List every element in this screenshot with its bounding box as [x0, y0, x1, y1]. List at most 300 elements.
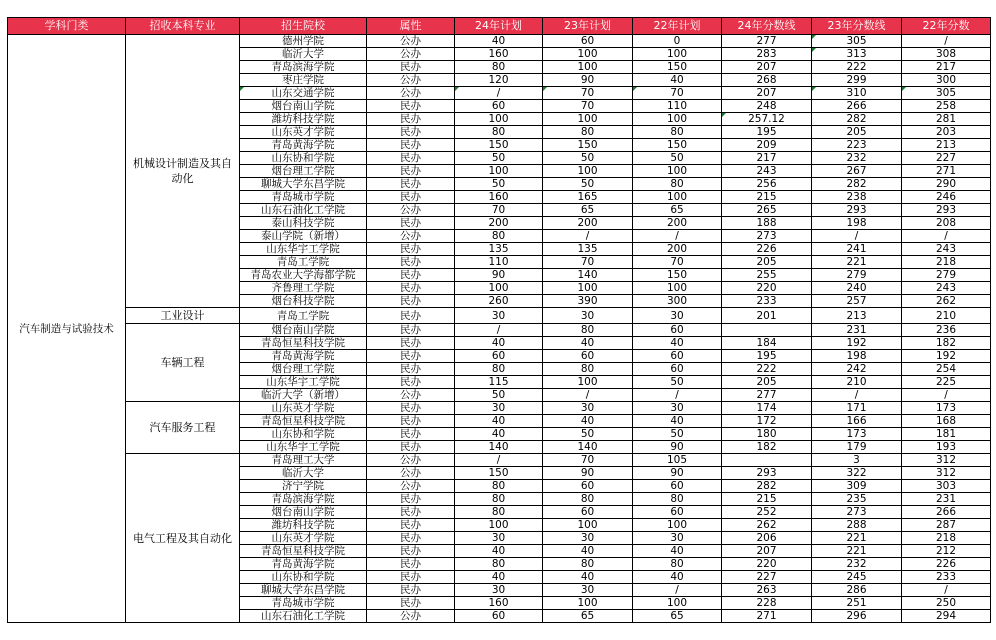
score-23-cell[interactable]: 232 [812, 152, 902, 165]
type-cell[interactable]: 公办 [367, 389, 455, 402]
school-cell[interactable]: 枣庄学院 [240, 74, 367, 87]
header-school[interactable]: 招生院校 [240, 18, 367, 35]
score-22-cell[interactable]: 168 [902, 415, 991, 428]
major-cell[interactable]: 机械设计制造及其自动化 [126, 35, 240, 308]
score-22-cell[interactable]: / [902, 389, 991, 402]
plan-24-cell[interactable]: 80 [455, 363, 543, 376]
plan-23-cell[interactable]: 70 [543, 454, 633, 467]
score-24-cell[interactable]: 217 [722, 152, 812, 165]
school-cell[interactable]: 潍坊科技学院 [240, 113, 367, 126]
header-score-23[interactable]: 23年分数线 [812, 18, 902, 35]
plan-24-cell[interactable]: 60 [455, 100, 543, 113]
score-22-cell[interactable]: 281 [902, 113, 991, 126]
plan-24-cell[interactable]: 80 [455, 230, 543, 243]
score-22-cell[interactable]: 300 [902, 74, 991, 87]
type-cell[interactable]: 民办 [367, 269, 455, 282]
plan-23-cell[interactable]: 70 [543, 87, 633, 100]
type-cell[interactable]: 公办 [367, 35, 455, 48]
plan-22-cell[interactable]: 150 [633, 269, 722, 282]
plan-23-cell[interactable]: 50 [543, 428, 633, 441]
school-cell[interactable]: 青岛工学院 [240, 256, 367, 269]
score-23-cell[interactable]: 238 [812, 191, 902, 204]
type-cell[interactable]: 民办 [367, 350, 455, 363]
score-24-cell[interactable]: 206 [722, 532, 812, 545]
type-cell[interactable]: 公办 [367, 204, 455, 217]
plan-23-cell[interactable]: 100 [543, 376, 633, 389]
type-cell[interactable]: 民办 [367, 113, 455, 126]
plan-24-cell[interactable]: 60 [455, 350, 543, 363]
plan-23-cell[interactable]: 50 [543, 152, 633, 165]
header-score-24[interactable]: 24年分数线 [722, 18, 812, 35]
score-22-cell[interactable]: 182 [902, 337, 991, 350]
score-24-cell[interactable]: 220 [722, 558, 812, 571]
type-cell[interactable]: 民办 [367, 243, 455, 256]
score-24-cell[interactable]: 205 [722, 376, 812, 389]
school-cell[interactable]: 烟台科技学院 [240, 295, 367, 308]
plan-23-cell[interactable]: 135 [543, 243, 633, 256]
type-cell[interactable]: 民办 [367, 558, 455, 571]
type-cell[interactable]: 民办 [367, 337, 455, 350]
school-cell[interactable]: 山东协和学院 [240, 428, 367, 441]
plan-23-cell[interactable]: 90 [543, 74, 633, 87]
plan-23-cell[interactable]: / [543, 230, 633, 243]
plan-22-cell[interactable]: 60 [633, 324, 722, 337]
plan-22-cell[interactable]: 100 [633, 48, 722, 61]
type-cell[interactable]: 民办 [367, 532, 455, 545]
type-cell[interactable]: 民办 [367, 139, 455, 152]
score-22-cell[interactable]: 217 [902, 61, 991, 74]
school-cell[interactable]: 青岛恒星科技学院 [240, 545, 367, 558]
score-23-cell[interactable]: 179 [812, 441, 902, 454]
score-24-cell[interactable]: 215 [722, 191, 812, 204]
score-22-cell[interactable]: 250 [902, 597, 991, 610]
score-22-cell[interactable]: 173 [902, 402, 991, 415]
school-cell[interactable]: 山东协和学院 [240, 571, 367, 584]
school-cell[interactable]: 山东英才学院 [240, 402, 367, 415]
score-22-cell[interactable]: 303 [902, 480, 991, 493]
plan-24-cell[interactable]: 100 [455, 165, 543, 178]
score-24-cell[interactable]: 174 [722, 402, 812, 415]
plan-22-cell[interactable]: 100 [633, 191, 722, 204]
score-23-cell[interactable]: 205 [812, 126, 902, 139]
plan-22-cell[interactable]: 110 [633, 100, 722, 113]
type-cell[interactable]: 公办 [367, 87, 455, 100]
score-24-cell[interactable]: 255 [722, 269, 812, 282]
school-cell[interactable]: 山东协和学院 [240, 152, 367, 165]
plan-23-cell[interactable]: 390 [543, 295, 633, 308]
school-cell[interactable]: 青岛城市学院 [240, 191, 367, 204]
plan-22-cell[interactable]: 60 [633, 363, 722, 376]
plan-22-cell[interactable]: 60 [633, 480, 722, 493]
plan-22-cell[interactable]: 40 [633, 545, 722, 558]
plan-22-cell[interactable]: 60 [633, 350, 722, 363]
score-24-cell[interactable]: 262 [722, 519, 812, 532]
plan-22-cell[interactable]: 30 [633, 532, 722, 545]
score-23-cell[interactable]: 245 [812, 571, 902, 584]
plan-24-cell[interactable]: 135 [455, 243, 543, 256]
plan-22-cell[interactable]: 90 [633, 467, 722, 480]
plan-22-cell[interactable]: / [633, 389, 722, 402]
score-24-cell[interactable]: 201 [722, 308, 812, 324]
score-22-cell[interactable]: 227 [902, 152, 991, 165]
score-23-cell[interactable]: 241 [812, 243, 902, 256]
plan-24-cell[interactable]: 80 [455, 558, 543, 571]
score-24-cell[interactable]: 205 [722, 256, 812, 269]
type-cell[interactable]: 民办 [367, 493, 455, 506]
plan-22-cell[interactable]: 150 [633, 61, 722, 74]
score-23-cell[interactable]: 221 [812, 532, 902, 545]
plan-22-cell[interactable]: / [633, 230, 722, 243]
plan-22-cell[interactable]: 80 [633, 178, 722, 191]
type-cell[interactable]: 民办 [367, 178, 455, 191]
score-23-cell[interactable]: 286 [812, 584, 902, 597]
school-cell[interactable]: 青岛恒星科技学院 [240, 415, 367, 428]
score-24-cell[interactable]: 195 [722, 126, 812, 139]
type-cell[interactable]: 民办 [367, 363, 455, 376]
type-cell[interactable]: 公办 [367, 454, 455, 467]
score-22-cell[interactable]: 271 [902, 165, 991, 178]
plan-23-cell[interactable]: 100 [543, 519, 633, 532]
major-cell[interactable]: 车辆工程 [126, 324, 240, 402]
school-cell[interactable]: 烟台南山学院 [240, 506, 367, 519]
plan-23-cell[interactable]: 80 [543, 558, 633, 571]
type-cell[interactable]: 民办 [367, 126, 455, 139]
score-24-cell[interactable]: 273 [722, 230, 812, 243]
school-cell[interactable]: 泰山学院（新增） [240, 230, 367, 243]
type-cell[interactable]: 民办 [367, 165, 455, 178]
plan-24-cell[interactable]: 40 [455, 337, 543, 350]
type-cell[interactable]: 民办 [367, 152, 455, 165]
plan-24-cell[interactable]: 160 [455, 191, 543, 204]
score-23-cell[interactable]: 192 [812, 337, 902, 350]
plan-22-cell[interactable]: 65 [633, 610, 722, 623]
score-24-cell[interactable]: 220 [722, 282, 812, 295]
score-23-cell[interactable]: 299 [812, 74, 902, 87]
plan-24-cell[interactable]: 30 [455, 532, 543, 545]
school-cell[interactable]: 山东石油化工学院 [240, 610, 367, 623]
plan-23-cell[interactable]: 100 [543, 48, 633, 61]
type-cell[interactable]: 民办 [367, 428, 455, 441]
score-22-cell[interactable]: 258 [902, 100, 991, 113]
score-23-cell[interactable]: 309 [812, 480, 902, 493]
type-cell[interactable]: 公办 [367, 74, 455, 87]
type-cell[interactable]: 民办 [367, 376, 455, 389]
score-22-cell[interactable]: 212 [902, 545, 991, 558]
plan-23-cell[interactable]: 140 [543, 269, 633, 282]
plan-22-cell[interactable]: 200 [633, 243, 722, 256]
type-cell[interactable]: 民办 [367, 295, 455, 308]
plan-24-cell[interactable]: 90 [455, 269, 543, 282]
plan-24-cell[interactable]: 40 [455, 428, 543, 441]
type-cell[interactable]: 民办 [367, 519, 455, 532]
school-cell[interactable]: 山东石油化工学院 [240, 204, 367, 217]
score-24-cell[interactable]: 233 [722, 295, 812, 308]
school-cell[interactable]: 烟台南山学院 [240, 324, 367, 337]
school-cell[interactable]: 青岛滨海学院 [240, 493, 367, 506]
plan-24-cell[interactable]: 150 [455, 139, 543, 152]
header-subject[interactable]: 学科门类 [8, 18, 126, 35]
score-22-cell[interactable]: 226 [902, 558, 991, 571]
school-cell[interactable]: 聊城大学东昌学院 [240, 178, 367, 191]
plan-23-cell[interactable]: 30 [543, 308, 633, 324]
score-24-cell[interactable]: 277 [722, 35, 812, 48]
header-type[interactable]: 属性 [367, 18, 455, 35]
score-22-cell[interactable]: 312 [902, 454, 991, 467]
score-22-cell[interactable]: 262 [902, 295, 991, 308]
score-23-cell[interactable]: 293 [812, 204, 902, 217]
score-23-cell[interactable]: 198 [812, 350, 902, 363]
plan-22-cell[interactable]: 50 [633, 152, 722, 165]
school-cell[interactable]: 山东华宇工学院 [240, 243, 367, 256]
plan-23-cell[interactable]: 80 [543, 126, 633, 139]
major-cell[interactable]: 汽车服务工程 [126, 402, 240, 454]
school-cell[interactable]: 烟台南山学院 [240, 100, 367, 113]
school-cell[interactable]: 青岛理工大学 [240, 454, 367, 467]
score-22-cell[interactable]: / [902, 230, 991, 243]
plan-23-cell[interactable]: 65 [543, 610, 633, 623]
score-22-cell[interactable]: 243 [902, 243, 991, 256]
type-cell[interactable]: 民办 [367, 324, 455, 337]
score-24-cell[interactable]: 207 [722, 545, 812, 558]
plan-24-cell[interactable]: 160 [455, 597, 543, 610]
school-cell[interactable]: 济宁学院 [240, 480, 367, 493]
score-22-cell[interactable]: 210 [902, 308, 991, 324]
score-24-cell[interactable]: 184 [722, 337, 812, 350]
school-cell[interactable]: 临沂大学 [240, 48, 367, 61]
score-22-cell[interactable]: 218 [902, 256, 991, 269]
plan-22-cell[interactable]: 50 [633, 376, 722, 389]
score-23-cell[interactable]: 222 [812, 61, 902, 74]
type-cell[interactable]: 民办 [367, 571, 455, 584]
plan-24-cell[interactable]: 110 [455, 256, 543, 269]
plan-23-cell[interactable]: 60 [543, 350, 633, 363]
header-plan-24[interactable]: 24年计划 [455, 18, 543, 35]
type-cell[interactable]: 民办 [367, 506, 455, 519]
plan-22-cell[interactable]: 0 [633, 35, 722, 48]
score-23-cell[interactable]: 210 [812, 376, 902, 389]
score-23-cell[interactable]: 221 [812, 256, 902, 269]
plan-23-cell[interactable]: 80 [543, 493, 633, 506]
score-23-cell[interactable]: 257 [812, 295, 902, 308]
school-cell[interactable]: 青岛滨海学院 [240, 61, 367, 74]
plan-24-cell[interactable]: 30 [455, 402, 543, 415]
plan-24-cell[interactable]: 160 [455, 48, 543, 61]
plan-24-cell[interactable]: 50 [455, 152, 543, 165]
score-22-cell[interactable]: 225 [902, 376, 991, 389]
score-22-cell[interactable]: 213 [902, 139, 991, 152]
score-22-cell[interactable]: 193 [902, 441, 991, 454]
plan-23-cell[interactable]: 70 [543, 256, 633, 269]
school-cell[interactable]: 青岛城市学院 [240, 597, 367, 610]
score-22-cell[interactable]: 233 [902, 571, 991, 584]
plan-24-cell[interactable]: 120 [455, 74, 543, 87]
type-cell[interactable]: 公办 [367, 480, 455, 493]
plan-24-cell[interactable]: 100 [455, 282, 543, 295]
plan-24-cell[interactable]: 80 [455, 480, 543, 493]
score-23-cell[interactable]: 198 [812, 217, 902, 230]
plan-23-cell[interactable]: 100 [543, 597, 633, 610]
score-22-cell[interactable]: / [902, 584, 991, 597]
score-23-cell[interactable]: 166 [812, 415, 902, 428]
school-cell[interactable]: 临沂大学 [240, 467, 367, 480]
school-cell[interactable]: 齐鲁理工学院 [240, 282, 367, 295]
score-23-cell[interactable]: 273 [812, 506, 902, 519]
score-24-cell[interactable]: 188 [722, 217, 812, 230]
plan-23-cell[interactable]: 90 [543, 467, 633, 480]
plan-22-cell[interactable]: 40 [633, 74, 722, 87]
plan-24-cell[interactable]: 60 [455, 610, 543, 623]
score-23-cell[interactable]: 310 [812, 87, 902, 100]
plan-24-cell[interactable]: 80 [455, 126, 543, 139]
plan-24-cell[interactable]: 40 [455, 545, 543, 558]
score-24-cell[interactable]: 271 [722, 610, 812, 623]
plan-22-cell[interactable]: 30 [633, 308, 722, 324]
plan-23-cell[interactable]: 40 [543, 415, 633, 428]
plan-23-cell[interactable]: 80 [543, 324, 633, 337]
plan-22-cell[interactable]: 150 [633, 139, 722, 152]
plan-24-cell[interactable]: 115 [455, 376, 543, 389]
score-24-cell[interactable]: 277 [722, 389, 812, 402]
plan-22-cell[interactable]: 80 [633, 126, 722, 139]
score-24-cell[interactable]: 180 [722, 428, 812, 441]
school-cell[interactable]: 青岛恒星科技学院 [240, 337, 367, 350]
plan-24-cell[interactable]: 80 [455, 61, 543, 74]
score-24-cell[interactable]: 182 [722, 441, 812, 454]
school-cell[interactable]: 临沂大学（新增） [240, 389, 367, 402]
score-23-cell[interactable]: 251 [812, 597, 902, 610]
score-23-cell[interactable]: 322 [812, 467, 902, 480]
plan-23-cell[interactable]: / [543, 389, 633, 402]
score-23-cell[interactable]: 267 [812, 165, 902, 178]
type-cell[interactable]: 公办 [367, 467, 455, 480]
plan-24-cell[interactable]: 50 [455, 178, 543, 191]
score-24-cell[interactable]: 283 [722, 48, 812, 61]
plan-23-cell[interactable]: 100 [543, 282, 633, 295]
plan-24-cell[interactable]: 100 [455, 519, 543, 532]
plan-24-cell[interactable]: 260 [455, 295, 543, 308]
plan-23-cell[interactable]: 30 [543, 532, 633, 545]
school-cell[interactable]: 烟台理工学院 [240, 165, 367, 178]
score-24-cell[interactable]: 256 [722, 178, 812, 191]
plan-22-cell[interactable]: 40 [633, 571, 722, 584]
plan-24-cell[interactable]: 30 [455, 308, 543, 324]
score-23-cell[interactable]: 221 [812, 545, 902, 558]
score-24-cell[interactable] [722, 324, 812, 337]
plan-22-cell[interactable]: 100 [633, 165, 722, 178]
score-23-cell[interactable]: 305 [812, 35, 902, 48]
plan-24-cell[interactable]: 70 [455, 204, 543, 217]
plan-22-cell[interactable]: 70 [633, 256, 722, 269]
score-23-cell[interactable]: 171 [812, 402, 902, 415]
score-24-cell[interactable]: 293 [722, 467, 812, 480]
type-cell[interactable]: 民办 [367, 256, 455, 269]
plan-23-cell[interactable]: 140 [543, 441, 633, 454]
plan-22-cell[interactable]: 200 [633, 217, 722, 230]
score-23-cell[interactable]: 232 [812, 558, 902, 571]
score-22-cell[interactable]: 208 [902, 217, 991, 230]
plan-22-cell[interactable]: 50 [633, 428, 722, 441]
score-23-cell[interactable]: / [812, 230, 902, 243]
plan-23-cell[interactable]: 80 [543, 363, 633, 376]
type-cell[interactable]: 民办 [367, 217, 455, 230]
type-cell[interactable]: 公办 [367, 230, 455, 243]
school-cell[interactable]: 山东英才学院 [240, 126, 367, 139]
score-22-cell[interactable]: 181 [902, 428, 991, 441]
school-cell[interactable]: 青岛黄海学院 [240, 350, 367, 363]
school-cell[interactable]: 青岛工学院 [240, 308, 367, 324]
plan-22-cell[interactable]: 300 [633, 295, 722, 308]
plan-23-cell[interactable]: 60 [543, 480, 633, 493]
plan-23-cell[interactable]: 60 [543, 506, 633, 519]
score-24-cell[interactable] [722, 454, 812, 467]
plan-24-cell[interactable]: / [455, 87, 543, 100]
school-cell[interactable]: 潍坊科技学院 [240, 519, 367, 532]
score-24-cell[interactable]: 257.12 [722, 113, 812, 126]
plan-22-cell[interactable]: 100 [633, 519, 722, 532]
plan-24-cell[interactable]: 40 [455, 571, 543, 584]
school-cell[interactable]: 烟台理工学院 [240, 363, 367, 376]
score-23-cell[interactable]: 213 [812, 308, 902, 324]
type-cell[interactable]: 公办 [367, 48, 455, 61]
plan-22-cell[interactable]: 40 [633, 415, 722, 428]
plan-23-cell[interactable]: 70 [543, 100, 633, 113]
school-cell[interactable]: 泰山科技学院 [240, 217, 367, 230]
plan-22-cell[interactable]: 105 [633, 454, 722, 467]
score-24-cell[interactable]: 172 [722, 415, 812, 428]
score-23-cell[interactable]: 282 [812, 113, 902, 126]
type-cell[interactable]: 民办 [367, 191, 455, 204]
score-23-cell[interactable]: / [812, 389, 902, 402]
major-cell[interactable]: 工业设计 [126, 308, 240, 324]
plan-24-cell[interactable]: 40 [455, 35, 543, 48]
plan-24-cell[interactable]: 80 [455, 506, 543, 519]
school-cell[interactable]: 山东英才学院 [240, 532, 367, 545]
plan-23-cell[interactable]: 100 [543, 113, 633, 126]
plan-23-cell[interactable]: 100 [543, 61, 633, 74]
score-22-cell[interactable]: / [902, 35, 991, 48]
school-cell[interactable]: 青岛黄海学院 [240, 558, 367, 571]
plan-22-cell[interactable]: 80 [633, 558, 722, 571]
score-23-cell[interactable]: 223 [812, 139, 902, 152]
plan-22-cell[interactable]: 30 [633, 402, 722, 415]
plan-24-cell[interactable]: 150 [455, 467, 543, 480]
plan-24-cell[interactable]: 40 [455, 415, 543, 428]
score-24-cell[interactable]: 226 [722, 243, 812, 256]
score-23-cell[interactable]: 3 [812, 454, 902, 467]
type-cell[interactable]: 民办 [367, 402, 455, 415]
score-24-cell[interactable]: 265 [722, 204, 812, 217]
score-22-cell[interactable]: 279 [902, 269, 991, 282]
score-23-cell[interactable]: 242 [812, 363, 902, 376]
score-23-cell[interactable]: 266 [812, 100, 902, 113]
plan-22-cell[interactable]: 90 [633, 441, 722, 454]
school-cell[interactable]: 聊城大学东昌学院 [240, 584, 367, 597]
plan-23-cell[interactable]: 50 [543, 178, 633, 191]
plan-22-cell[interactable]: 100 [633, 282, 722, 295]
type-cell[interactable]: 民办 [367, 545, 455, 558]
plan-23-cell[interactable]: 40 [543, 545, 633, 558]
score-23-cell[interactable]: 279 [812, 269, 902, 282]
score-24-cell[interactable]: 209 [722, 139, 812, 152]
plan-22-cell[interactable]: 40 [633, 337, 722, 350]
score-23-cell[interactable]: 231 [812, 324, 902, 337]
score-22-cell[interactable]: 192 [902, 350, 991, 363]
plan-24-cell[interactable]: 100 [455, 113, 543, 126]
plan-22-cell[interactable]: 70 [633, 87, 722, 100]
plan-24-cell[interactable]: 80 [455, 493, 543, 506]
header-plan-22[interactable]: 22年计划 [633, 18, 722, 35]
type-cell[interactable]: 公办 [367, 610, 455, 623]
